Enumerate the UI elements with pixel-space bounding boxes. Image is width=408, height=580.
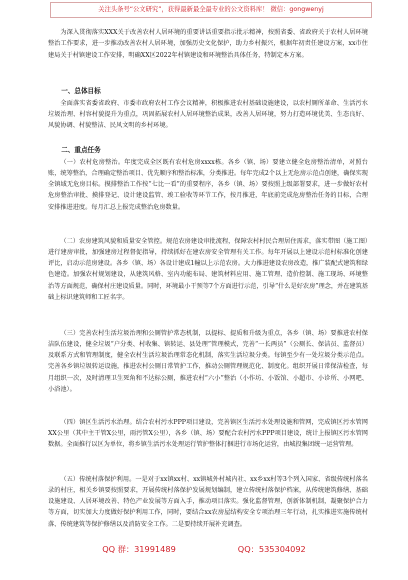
- intro-paragraph: 为深入贯彻落实XXX关于改善农村人居环境的重要讲话重要指示批示精神，按照省委、省政府关于农村人居环境整治工作要求，进一步推动改善农村人居环境，加强历史文化保护，助力乡村振兴，根据年初责任建设方案，xx市住建局关于村镇建设工作安排，明确XX区2022年村镇建设和环境整治具体任务，特制定本方案。: [48, 29, 368, 59]
- task-garbage-paragraph: （三）完善农村生活垃圾治理和公厕管护常态机制，以提标、提质和升级为重点，各乡（镇、场）要推进农村保洁队伍建设，健全垃圾“户分类、村收集、镇转运、县处理”管理模式，完善“一长两员”（公厕长、保洁员、监督员）及联系方式和管理制度，健全农村生活垃圾治理常态化机制，落实生活垃圾分类。每镇至少有一处垃圾分类示范点。完善各乡镇垃圾转运设施，推进农村公厕日常管护工作，推动公厕管理规范化、制度化。组织开展日常保洁检查，每月组织一次，及时清理卫生死角和不达标公厕，推进农村“六小”整治（小作坊、小饭馆、小超市、小诊所、小网吧、小浴池）。: [48, 329, 368, 394]
- task-sewage-paragraph: （四）镇区生活污水治理。结合农村污水PPP项目建设，完善镇区生活污水处理设施和管网，完成镇区污水管网XX公里（其中主干管X公里，雨污管X公里），各乡（镇、场）要配合农村污水PPP项目建设，统计上报镇区污水管网数据。全面推行以区为单位，将乡镇生活污水处理运行管护整体打捆进行市场化运营，由城投集团统一运营管理。: [48, 418, 368, 449]
- contact-footer: [0, 541, 408, 557]
- document-body: [48, 27, 368, 542]
- task-housing-paragraph: （一）农村危房整治。年度完成全区既有农村危房xxxx栋。各乡（镇、场）要建立健全危房整治清单，对照台账，统筹整治，合理确定整治项目、优先顺序和整治标准，分类推进。每年完成2个以上无危房示范点创建，确保实现全镇域无危房目标。摸排整治工作按“七比一看”的重要程序，各乡（镇、场）要按照上级部署要求，进一步做好农村危房整治审批、摸排登记、设计建设监管、竣工验收等环节工作，按月推进，年底前完成危房整治任务的目标，合理安排推进进度。每月汇总上报完成整治危房数量。: [48, 158, 368, 211]
- goals-paragraph: 全面落实省委省政府、市委市政府农村工作会议精神，积极推进农村基础设施建设，以农村厕所革命、生活污水垃圾治理、村容村貌提升为重点，巩固拓展农村人居环境整治成果，改善人居环境，努力打造环境优美、生态良好、风貌协调、村貌整洁、民风文明的乡村环境。: [48, 99, 368, 130]
- task-quality-paragraph: （二）农房建筑风貌和质量安全管控。规范农房建设审批流程，保障农村村民合理居住需求，落实带图（施工图）进行建房审批，加强建房过程督促指导，持续抓好在建农房安全管理有关工作。每年开展以上建设示范村标准化创建评比，启动示范房建设。各乡（镇、场）各设计建成1幢以上示范农房。大力推进建设农房改造，推广装配式建筑和绿色建造。加强农村规划建设，从建筑风格、室内功能布局、建筑材料应用、施工管理、造价控制、施工现场、环境整治等方面规范，确保村庄建设质量。同时，环境最小干预等7个方面进行示范，引导“什么是好农房”理念，并在建筑基础上标识建筑师和工匠名字。: [48, 237, 368, 302]
- promo-banner: 关注头条号“公文研究”，获得最新最全最专业的公文资料库！ 微信：gongwenyj: [50, 2, 372, 18]
- task-villages-paragraph: （五）传统村落保护利用。一是对于xx镇xx村、xx镇城外村城内社、xx乡xx村等3个列入国家、省级传统村落名录的村庄，相关乡镇要按照要求，开展传统村落保护发展规划编制，建立传统村落保护档案，从传统建筑修缮、基础设施建设、人居环境改善、特色产业发展等方面入手，推动项目落实。强化监督管理，创新体制机制，凝聚保护合力等方面，切实加大力度做好保护利用工作，同时，要结合xx农房屋结构安全专项治理三年行动，扎实推进实施传统村落、传统建筑等保护修缮以及消防安全工作。二是要持续开展补充调查。: [48, 475, 368, 528]
- section-heading-goals: 一、总体目标: [61, 87, 101, 95]
- qq-number-text: QQ：535304092: [237, 544, 306, 554]
- qq-group-text: QQ 群：31991489: [102, 544, 176, 554]
- section-heading-tasks: 二、重点任务: [61, 145, 101, 154]
